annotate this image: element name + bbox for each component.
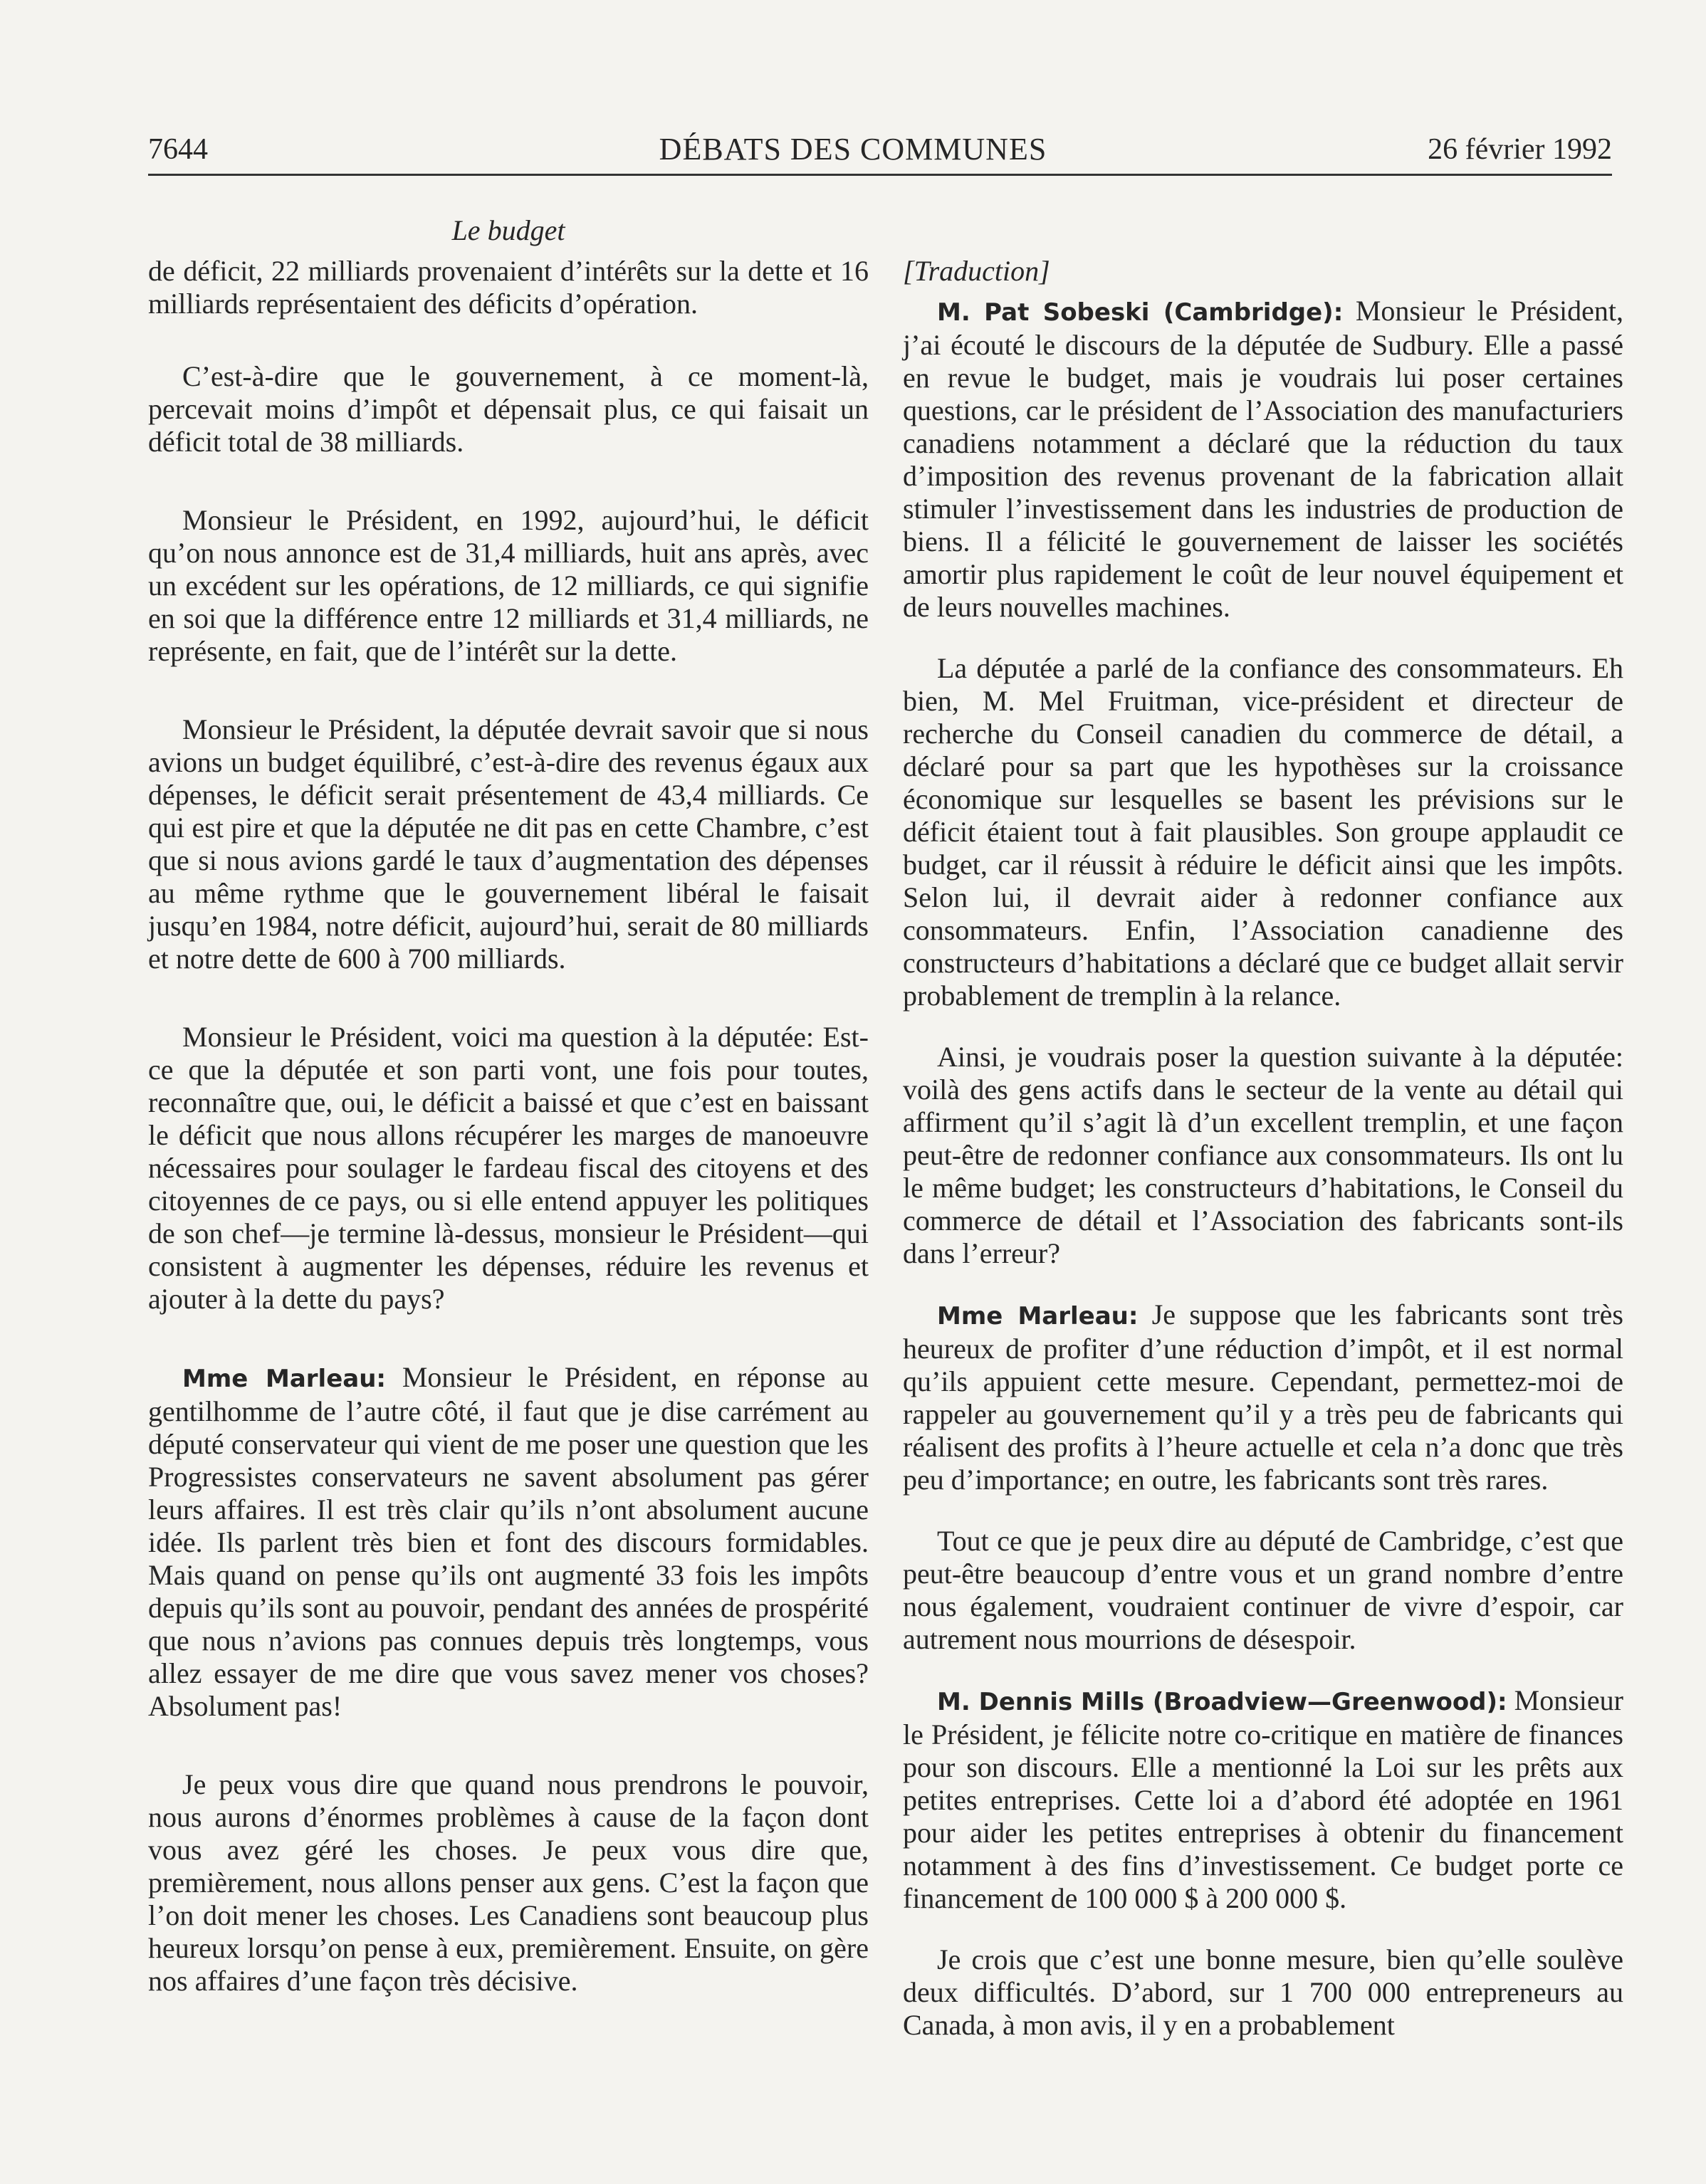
speaker-name: M. Pat Sobeski (Cambridge): <box>937 298 1344 327</box>
page-number: 7644 <box>148 133 208 166</box>
paragraph <box>903 295 1623 624</box>
speaker-name: M. Dennis Mills (Broadview—Greenwood): <box>937 1688 1507 1716</box>
running-header-title: DÉBATS DES COMMUNES <box>659 132 1047 167</box>
header-date: 26 février 1992 <box>1428 133 1612 166</box>
speaker-name: Mme Marleau: <box>937 1302 1139 1330</box>
paragraph: de déficit, 22 milliards provenaient d’intérêts sur la dette et 16 milliards représentaient des déficits d’opération. <box>148 255 869 320</box>
left-column <box>148 255 869 2037</box>
paragraph: Je crois que c’est une bonne mesure, bien qu’elle soulève deux difficultés. D’abord, sur 1 700 000 entrepreneurs au Canada, à mon avis, il y en a probablement <box>903 1943 1623 2041</box>
paragraph: Monsieur le Président, la députée devrait savoir que si nous avions un budget équilibré, c’est-à-dire des revenus égaux aux dépenses, le déficit serait présentement de 43,4 milliards. Ce qui est pire et que la députée ne dit pas en cette Chambre, c’est que si nous avions gardé le taux d’augmentation des dépenses au même rythme que le gouvernement libéral le faisait jusqu’en 1984, notre déficit, aujourd’hui, serait de 80 milliards et notre dette de 600 à 700 milliards. <box>148 713 869 975</box>
translation-tag: [Traduction] <box>903 255 1050 287</box>
paragraph: Tout ce que je peux dire au député de Cambridge, c’est que peut-être beaucoup d’entre vous et un grand nombre d’entre nous également, voudraient continuer de vivre d’espoir, car autrement nous mourrions de désespoir. <box>903 1525 1623 1655</box>
paragraph: C’est-à-dire que le gouvernement, à ce moment-là, percevait moins d’impôt et dépensait plus, ce qui faisait un déficit total de 38 milliards. <box>148 360 869 458</box>
speech-text: Monsieur le Président, je félicite notre co-critique en matière de finances pour son discours. Elle a mentionné la Loi sur les prêts aux petites entreprises. Cette loi a d’abord été adoptée en 1961 pour aider les petites entreprises à obtenir du financement notamment à des fins d’investissement. Ce budget porte ce financement de 100 000 $ à 200 000 $. <box>903 1684 1623 1914</box>
speech-text: Monsieur le Président, en réponse au gentilhomme de l’autre côté, il faut que je dise carrément au député conservateur qui vient de me poser une question que les Progressistes conservateurs ne savent absolument pas gérer leurs affaires. Il est très clair qu’ils n’ont absolument aucune idée. Ils parlent très bien et font des discours formidables. Mais quand on pense qu’ils ont augmenté 33 fois les impôts depuis qu’ils sont au pouvoir, pendant des années de prospérité que nous n’avions pas connues depuis très longtemps, vous allez essayer de me dire que vous savez mener vos choses? Absolument pas! <box>148 1361 869 1722</box>
speech-text: Monsieur le Président, j’ai écouté le discours de la députée de Sudbury. Elle a passé en revue le budget, mais je voudrais lui poser certaines questions, car le président de l’Association des manufacturiers canadiens notamment a déclaré que la réduction du taux d’imposition des revenus provenant de la fabrication allait stimuler l’investissement dans les industries de production de biens. Il a félicité le gouvernement de laisser les sociétés amortir plus rapidement le coût de leur nouvel équipement et de leurs nouvelles machines. <box>903 295 1623 623</box>
paragraph <box>903 1298 1623 1496</box>
section-title: Le budget <box>451 214 565 246</box>
paragraph: Monsieur le Président, en 1992, aujourd’hui, le déficit qu’on nous annonce est de 31,4 milliards, huit ans après, avec un excédent sur les opérations, de 12 milliards, ce qui signifie en soi que la différence entre 12 milliards et 31,4 milliards, ne représente, en fait, que de l’intérêt sur la dette. <box>148 504 869 667</box>
speaker-name: Mme Marleau: <box>182 1365 386 1393</box>
paragraph: La députée a parlé de la confiance des consommateurs. Eh bien, M. Mel Fruitman, vice-président et directeur de recherche du Conseil canadien du commerce de détail, a déclaré pour sa part que les hypothèses sur la croissance économique sur lesquelles se basent les prévisions sur le déficit étaient tout à fait plausibles. Son groupe applaudit ce budget, car il réussit à réduire le déficit ainsi que les impôts. Selon lui, il devrait aider à redonner confiance aux consommateurs. Enfin, l’Association canadienne des constructeurs d’habitations a déclaré que ce budget allait servir probablement de tremplin à la relance. <box>903 652 1623 1012</box>
paragraph: Monsieur le Président, voici ma question à la députée: Est-ce que la députée et son parti vont, une fois pour toutes, reconnaître que, oui, le déficit a baissé et que c’est en baissant le déficit que nous allons récupérer les marges de manoeuvre nécessaires pour soulager le fardeau fiscal des citoyens et des citoyennes de ce pays, ou si elle entend appuyer les politiques de son chef—je termine là-dessus, monsieur le Président—qui consistent à augmenter les dépenses, réduire les revenus et ajouter à la dette du pays? <box>148 1021 869 1315</box>
header-rule <box>148 174 1612 176</box>
paragraph <box>148 1361 869 1723</box>
paragraph <box>903 1684 1623 1915</box>
paragraph: Je peux vous dire que quand nous prendrons le pouvoir, nous aurons d’énormes problèmes à cause de la façon dont vous avez géré les choses. Je peux vous dire que, premièrement, nous allons penser aux gens. C’est la façon que l’on doit mener les choses. Les Canadiens sont beaucoup plus heureux lorsqu’on pense à eux, premièrement. Ensuite, on gère nos affaires d’une façon très décisive. <box>148 1768 869 1997</box>
speech-text: Je suppose que les fabricants sont très heureux de profiter d’une réduction d’impôt, et il est normal qu’ils appuient cette mesure. Cependant, permettez-moi de rappeler au gouvernement qu’il y a très peu de fabricants qui réalisent des profits à l’heure actuelle et cela n’a donc que très peu d’importance; en outre, les fabricants sont très rares. <box>903 1298 1623 1496</box>
paragraph: Ainsi, je voudrais poser la question suivante à la députée: voilà des gens actifs dans le secteur de la vente au détail qui affirment qu’il s’agit là d’un excellent tremplin, et une façon peut-être de redonner confiance aux consommateurs. Ils ont lu le même budget; les constructeurs d’habitations, le Conseil du commerce de détail et l’Association des fabricants sont-ils dans l’erreur? <box>903 1041 1623 1269</box>
right-column <box>903 255 1623 2070</box>
